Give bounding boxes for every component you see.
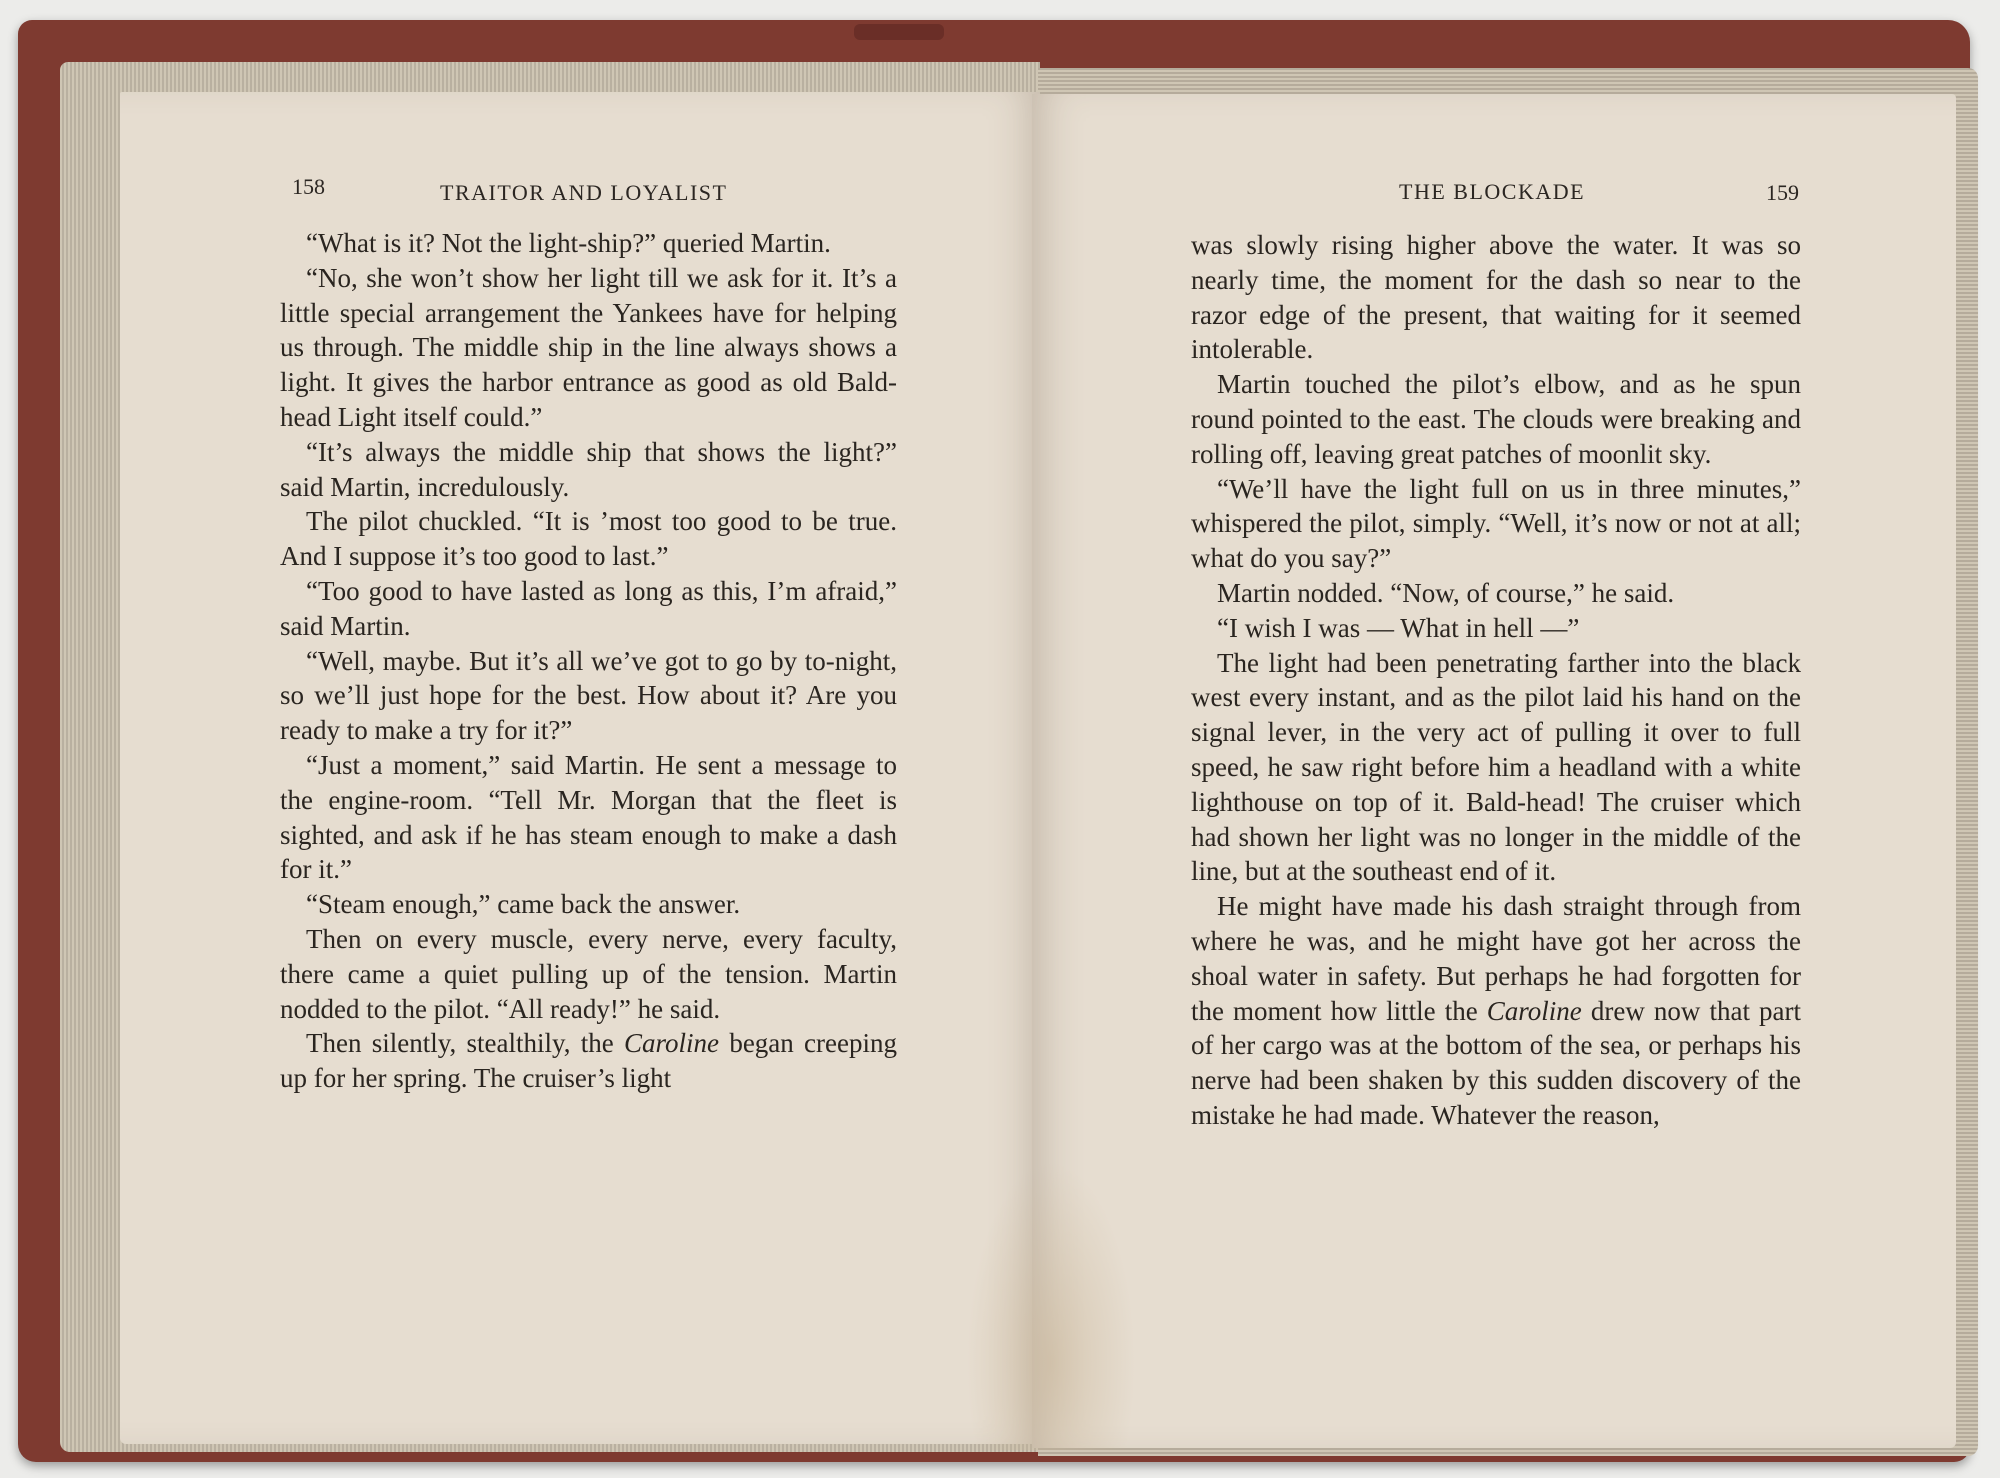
paragraph-continued: was slowly rising higher above the water. It was so nearly time, the moment for the dash so near to the razor edge of the present, that waiting for it seemed intolerable.	[1191, 230, 1801, 365]
text-fragment: He might have made his dash straight through from where he was, and he might have got her across the shoal water in safety. But perhaps he had forgotten for the moment how little the	[1191, 891, 1801, 1026]
right-page-number: 159	[1766, 180, 1799, 205]
left-page-number: 158	[292, 174, 325, 199]
paragraph-last	[1191, 889, 1801, 1133]
right-running-head: THE BLOCKADE	[1399, 179, 1586, 204]
right-page-text	[1191, 228, 1801, 1133]
paragraph: “Too good to have lasted as long as this, I’m afraid,” said Martin.	[280, 575, 897, 641]
text-fragment: drew now that part of her cargo was at the bottom of the sea, or perhaps his nerve had been shaken by this sudden discovery of the mistake he had made. Whatever the reason,	[1191, 995, 1801, 1130]
paragraph: The light had been penetrating farther into the black west every instant, and as the pilot laid his hand on the signal lever, in the very act of pulling it over to full speed, he saw right before him a headland with a white lighthouse on top of it. Bald-head! The cruiser which had shown her light was no longer in the middle of the line, but at the southeast end of it.	[1191, 647, 1801, 887]
book-spine	[854, 24, 944, 40]
text-fragment: Then silently, stealthily, the	[306, 1028, 625, 1059]
paragraph: “Just a moment,” said Martin. He sent a message to the engine-room. “Tell Mr. Morgan that the fleet is sighted, and ask if he has steam enough to make a dash for it.”	[280, 749, 897, 885]
paragraph: “Steam enough,” came back the answer.	[306, 889, 741, 920]
left-running-head: TRAITOR AND LOYALIST	[440, 180, 728, 205]
paragraph: “What is it? Not the light-ship?” queried Martin.	[306, 228, 831, 258]
paragraph: “Well, maybe. But it’s all we’ve got to go by to-night, so we’ll just hope for the best. How about it? Are you ready to make a try for it?”	[280, 645, 897, 746]
paragraph: Martin touched the pilot’s elbow, and as he spun round pointed to the east. The clouds were breaking and rolling off, leaving great patches of moonlit sky.	[1191, 369, 1801, 469]
paragraph: Then on every muscle, every nerve, every faculty, there came a quiet pulling up of the tension. Martin nodded to the pilot. “All ready!” he said.	[280, 923, 897, 1024]
ship-name: Caroline	[624, 1028, 720, 1059]
paragraph: “We’ll have the light full on us in three minutes,” whispered the pilot, simply. “Well, it’s now or not at all; what do you say?”	[1191, 473, 1801, 574]
paragraph: “No, she won’t show her light till we ask for it. It’s a little special arrangement the Yankees have for helping us through. The middle ship in the line always shows a light. It gives the harbor entrance as good as old Bald-head Light itself could.”	[280, 262, 897, 432]
ship-name: Caroline	[1486, 995, 1582, 1026]
paragraph: The pilot chuckled. “It is ’most too good to be true. And I suppose it’s too good to last.”	[280, 506, 897, 572]
left-page-text	[280, 226, 897, 1096]
paragraph-last	[280, 1026, 897, 1096]
paragraph: “I wish I was — What in hell —”	[1217, 612, 1580, 643]
paragraph: “It’s always the middle ship that shows the light?” said Martin, incredulously.	[280, 436, 897, 502]
water-stain	[966, 1160, 1136, 1450]
text-fragment: began creeping up for her spring. The cruiser’s light	[280, 1028, 898, 1094]
paragraph: Martin nodded. “Now, of course,” he said.	[1217, 577, 1675, 608]
